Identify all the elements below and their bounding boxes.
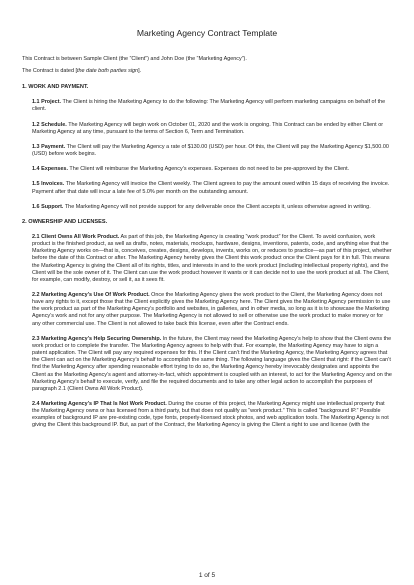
clause-2-3: [32, 336, 392, 393]
clause-text: The Marketing Agency will not provide support for any deliverable once the Client accepts it, unless otherwise agreed in writing.: [64, 203, 371, 210]
clause-1-1: [32, 99, 392, 113]
clause-label: 1.3 Payment.: [32, 143, 66, 150]
clause-1-4: [32, 166, 392, 173]
clause-text: Once the Marketing Agency gives the work product to the Client, the Marketing Agency does not have any rights to it, except those that the Client explicitly gives the Marketing Agency here. The Client gives the Marketing Agency permission to use the work product as part of the Marketing Agency’s portfolio and websites, in galleries, and in other media, so long as it is to showcase the Marketing Agency’s work and not for any other purpose. The Marketing Agency is not allowed to sell or otherwise use the work product to make money or for any other commercial use. The Client is not allowed to take back this license, even after the Contract ends.: [32, 291, 391, 327]
clause-text: The Client will pay the Marketing Agency a rate of $130.00 (USD) per hour. Of this, the Client will pay the Marketing Agency $1,500.00 (USD) before work begins.: [32, 143, 389, 158]
clause-label: 1.6 Support.: [32, 203, 64, 210]
intro-date-placeholder: the date both parties sign: [77, 68, 139, 75]
intro-parties: This Contract is between Sample Client (the “Client”) and John Doe (the “Marketing Agency”).: [22, 56, 247, 62]
clause-text: In the future, the Client may need the Marketing Agency’s help to show that the Client owns the work product or to complete the transfer. The Marketing Agency agrees to help with that. For example, the Marketing Agency may have to sign a patent application. The Client will pay any required expenses for this. If the Client can’t find the Marketing Agency, the Marketing Agency agrees that the Client can act on the Marketing Agency’s behalf to accomplish the same thing. The following language gives the Client that right: if the Client can’t find the Marketing Agency after spending reasonable effort trying to do so, the Marketing Agency hereby irrevocably designates and appoints the Client as the Marketing Agency’s agent and attorney-in-fact, which appointment is coupled with an interest, to act for the Marketing Agency and on the Marketing Agency’s behalf to execute, verify, and file the required documents and to take any other legal action to accomplish the purposes of paragraph 2.1 (Client Owns All Work Product).: [32, 335, 392, 392]
section-heading-ownership: 2. OWNERSHIP AND LICENSES.: [22, 218, 108, 225]
intro-date: [22, 68, 392, 75]
clause-1-3: [32, 144, 392, 158]
clause-2-1: [32, 234, 392, 284]
clause-label: 2.1 Client Owns All Work Product.: [32, 233, 120, 240]
clause-label: 2.4 Marketing Agency’s IP That Is Not Work Product.: [32, 401, 167, 407]
clause-text: As part of this job, the Marketing Agency is creating “work product” for the Client. To avoid confusion, work product is the finished product, as well as drafts, notes, materials, mockups, hardware, designs, inventions, patents, code, and anything else that the Marketing Agency works on—that is, conceives, creates, designs, develops, invents, works on, or reduces to practice—as part of this project, whether before the date of this Contract or after. The Marketing Agency hereby gives the Client this work product once the Client pays for it in full. This means the Marketing Agency is giving the Client all of its rights, titles, and interests in and to the work product (including intellectual property rights), and the Client will be the sole owner of it. The Client can use the work product however it wants or it can decide not to use the work product at all. The Client, for example, can modify, destroy, or sell it, as it sees fit.: [32, 233, 392, 283]
section-heading-work-payment: 1. WORK AND PAYMENT.: [22, 84, 89, 91]
clause-label: 1.2 Schedule.: [32, 121, 67, 128]
clause-label: 2.3 Marketing Agency’s Help Securing Ownership.: [32, 335, 162, 342]
clause-label: 1.1 Project.: [32, 99, 62, 106]
clause-2-2: [32, 292, 392, 328]
page-number: 1 of 5: [198, 572, 216, 579]
clause-label: 1.5 Invoices.: [32, 181, 65, 188]
clause-text: The Client will reimburse the Marketing Agency’s expenses. Expenses do not need to be pre-approved by the Client.: [69, 166, 350, 173]
intro-date-prefix: The Contract is dated [: [22, 68, 78, 75]
clause-2-4: [32, 401, 392, 430]
intro-date-suffix: ].: [138, 68, 142, 75]
document-title: Marketing Agency Contract Template: [136, 28, 278, 38]
clause-text: The Client is hiring the Marketing Agency to do the following: The Marketing Agency will perform marketing campaigns on behalf of the client.: [32, 99, 386, 113]
clause-text: The Marketing Agency will invoice the Client weekly. The Client agrees to pay the amount owed within 15 days of receiving the invoice. Payment after that date will incur a late fee of 5.0% per month on the outstanding amount.: [32, 181, 390, 195]
clause-1-2: [32, 122, 392, 136]
clause-label: 1.4 Expenses.: [32, 166, 68, 173]
clause-1-5: [32, 181, 392, 195]
clause-label: 2.2 Marketing Agency’s Use Of Work Product.: [32, 291, 150, 298]
clause-1-6: [32, 204, 392, 211]
clause-text: The Marketing Agency will begin work on October 01, 2020 and the work is ongoing. This Contract can be ended by either Client or Marketing Agency at any time, pursuant to the terms of Section 6, Term and Termination.: [32, 121, 384, 135]
clause-text: During the course of this project, the Marketing Agency might use intellectual property that the Marketing Agency owns or has licensed from a third party, but that does not qualify as “work product.” This is called “background IP.” Possible examples of background IP are pre-existing code, type fonts, properly-licensed stock photos, and web application tools. The Marketing Agency is not giving the Client this background IP. But, as part of the Contract, the Marketing Agency is giving the Client a right to use and license (with the: [32, 401, 389, 429]
